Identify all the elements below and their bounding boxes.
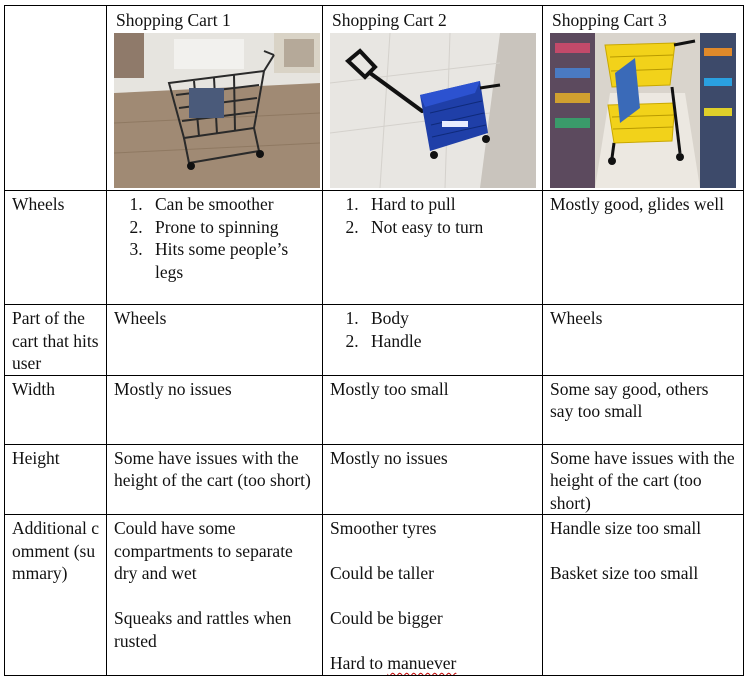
additional-row: [5, 515, 744, 676]
comment-line: Basket size too small: [550, 563, 699, 583]
cart3-title: Shopping Cart 3: [552, 10, 667, 30]
wheels-cart2-list: [330, 193, 535, 238]
comment-line: Smoother tyres: [330, 518, 437, 538]
comment-line: Could be bigger: [330, 608, 443, 628]
misspelled-word: manuever: [387, 653, 457, 673]
height-cart1-cell: Some have issues with the height of the cart (too short): [107, 444, 323, 515]
row-label-height: Height: [5, 444, 107, 515]
header-row: [5, 6, 744, 191]
width-cart2-cell: Mostly too small: [323, 375, 543, 444]
list-item: 2. Handle: [363, 330, 535, 353]
height-row: [5, 444, 744, 515]
width-cart3-cell: Some say good, others say too small: [543, 375, 744, 444]
row-label-part: Part of the cart that hits user: [5, 305, 107, 376]
cart1-header: [107, 6, 323, 191]
cart2-header: [323, 6, 543, 191]
comment-line: [330, 652, 535, 675]
comment-text: Hard to: [330, 653, 388, 673]
comment-line: Squeaks and rattles when rusted: [114, 608, 292, 651]
cart2-photo: [330, 33, 536, 188]
wheels-cart1-cell: [107, 191, 323, 305]
cart2-title: Shopping Cart 2: [332, 10, 447, 30]
width-row: [5, 375, 744, 444]
row-label-additional: Additional comment (summary): [5, 515, 107, 676]
comment-line: Handle size too small: [550, 518, 702, 538]
row-label-width: Width: [5, 375, 107, 444]
part-cart1-cell: Wheels: [107, 305, 323, 376]
wheels-row: [5, 191, 744, 305]
corner-cell: [5, 6, 107, 191]
wheels-cart1-list: [114, 193, 315, 283]
cart1-title: Shopping Cart 1: [116, 10, 231, 30]
additional-cart1-cell: [107, 515, 323, 676]
additional-cart3-cell: [543, 515, 744, 676]
cart1-photo: [114, 33, 320, 188]
height-cart2-cell: Mostly no issues: [323, 444, 543, 515]
comparison-table: [4, 5, 744, 676]
wheels-cart2-cell: [323, 191, 543, 305]
list-item: 2. Prone to spinning: [147, 216, 315, 239]
part-cart2-list: [330, 307, 535, 352]
cart3-photo: [550, 33, 736, 188]
comment-line: Could be taller: [330, 563, 435, 583]
width-cart1-cell: Mostly no issues: [107, 375, 323, 444]
wheels-cart3-cell: Mostly good, glides well: [543, 191, 744, 305]
list-item: 2. Not easy to turn: [363, 216, 535, 239]
part-row: [5, 305, 744, 376]
list-item: 1. Can be smoother: [147, 193, 315, 216]
row-label-wheels: Wheels: [5, 191, 107, 305]
part-cart2-cell: [323, 305, 543, 376]
list-item: 1. Body: [363, 307, 535, 330]
list-item: 1. Hard to pull: [363, 193, 535, 216]
cart3-header: [543, 6, 744, 191]
part-cart3-cell: Wheels: [543, 305, 744, 376]
list-item: 3. Hits some people’s legs: [147, 238, 315, 283]
height-cart3-cell: Some have issues with the height of the cart (too short): [543, 444, 744, 515]
additional-cart2-cell: [323, 515, 543, 676]
comment-line: Could have some compartments to separate dry and wet: [114, 518, 293, 583]
